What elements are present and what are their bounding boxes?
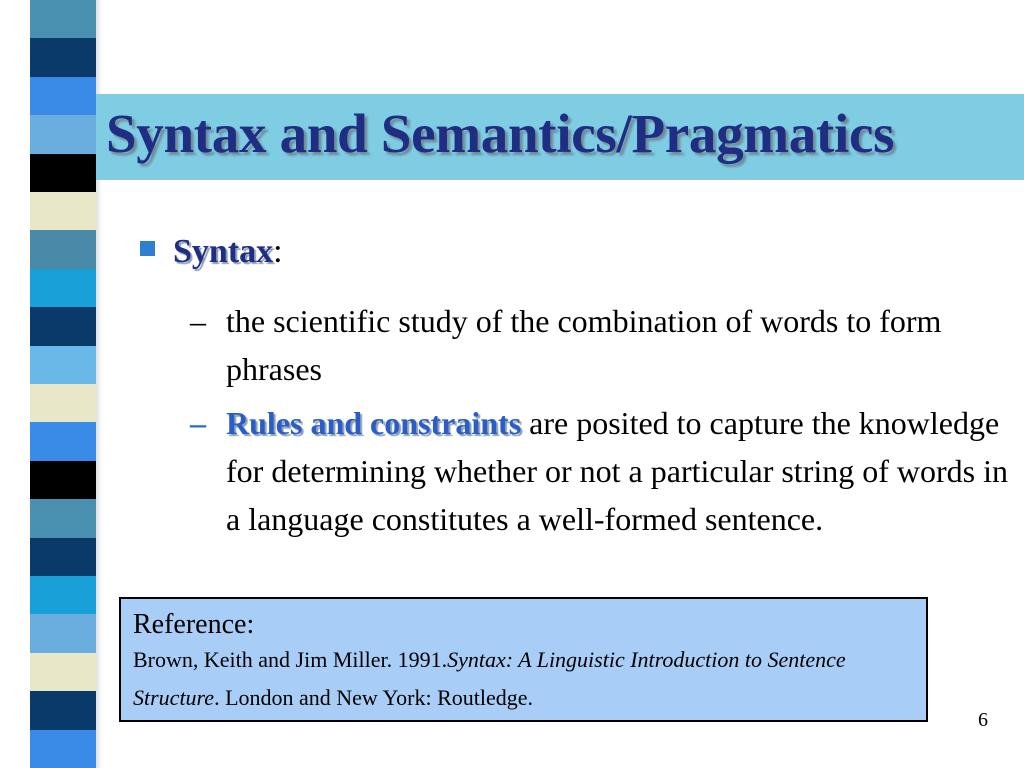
reference-citation [133, 641, 914, 717]
stripe-segment [30, 77, 96, 116]
stripe-segment [30, 461, 96, 500]
stripe-segment [30, 691, 96, 730]
slide-title: Syntax and Semantics/Pragmatics [106, 103, 895, 164]
stripe-segment [30, 115, 96, 154]
stripe-segment [30, 499, 96, 538]
reference-box [119, 597, 928, 722]
stripe-segment [30, 192, 96, 231]
stripe-segment [30, 422, 96, 461]
stripe-segment [30, 154, 96, 193]
stripe-segment [30, 614, 96, 653]
stripe-segment [30, 269, 96, 308]
stripe-segment [30, 538, 96, 577]
dash-marker: – [190, 303, 206, 339]
stripe-segment [30, 307, 96, 346]
reference-label: Reference: [133, 609, 255, 640]
stripe-segment [30, 38, 96, 77]
stripe-segment [30, 576, 96, 615]
dash-marker: – [190, 405, 206, 441]
stripe-segment [30, 230, 96, 269]
stripe-segment [30, 653, 96, 692]
subpoint-text: are posited to capture the knowledge for determining whether or not a particular string of words in a language constitutes a well-formed sentence. [226, 405, 1008, 537]
decorative-stripe-bar [30, 0, 96, 768]
subpoint-definition [190, 297, 1010, 393]
subpoint-text: the scientific study of the combination of words to form phrases [226, 303, 942, 387]
bullet-suffix: : [273, 233, 283, 270]
page-number: 6 [978, 709, 988, 731]
subpoint-rules [190, 399, 1010, 543]
stripe-segment [30, 346, 96, 385]
bullet-syntax [140, 233, 283, 271]
stripe-segment [30, 384, 96, 423]
bullet-term: Syntax [173, 233, 274, 270]
reference-publisher: . London and New York: Routledge. [214, 685, 534, 710]
reference-authors: Brown, Keith and Jim Miller. 1991. [133, 647, 448, 672]
subpoint-highlight: Rules and constraints [226, 405, 522, 441]
stripe-segment [30, 0, 96, 39]
square-bullet-icon [140, 241, 155, 256]
stripe-segment [30, 730, 96, 768]
reference-book-title: Syntax: A Linguistic Introduction to Sentence Structure [133, 647, 846, 710]
